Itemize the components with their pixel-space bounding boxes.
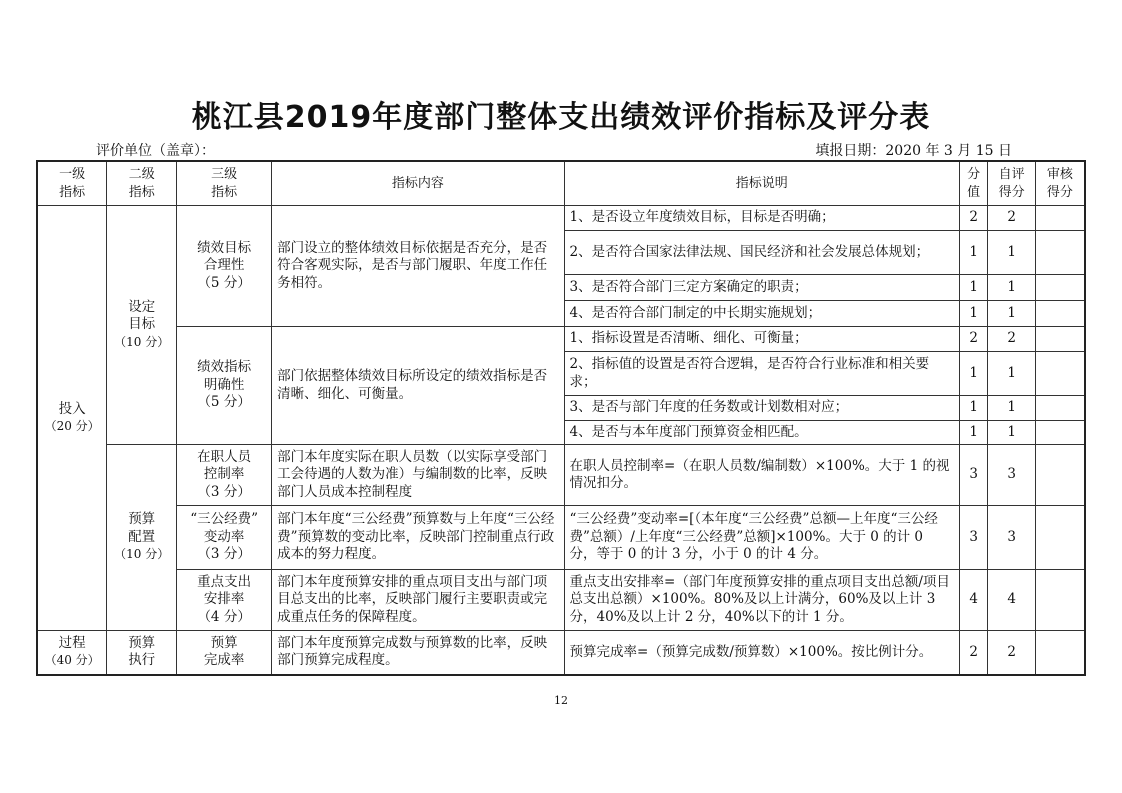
- row-description: 2、是否符合国家法律法规、国民经济和社会发展总体规划；: [564, 231, 960, 275]
- row-self-score: 2: [988, 631, 1036, 675]
- row-description: 1、是否设立年度绩效目标，目标是否明确；: [564, 206, 960, 231]
- header-description: 指标说明: [564, 161, 960, 206]
- level1-input-cell: 投入 （20 分）: [37, 206, 107, 631]
- table-row: [37, 327, 1085, 352]
- header-row: [37, 161, 1085, 206]
- row-description: 在职人员控制率=（在职人员数/编制数）×100%。大于 1 的视情况扣分。: [564, 445, 960, 506]
- row-audit-score: [1035, 352, 1085, 396]
- row-audit-score: [1035, 631, 1085, 675]
- row-score: 1: [960, 275, 988, 301]
- row-audit-score: [1035, 421, 1085, 445]
- row-description: 重点支出安排率=（部门年度预算安排的重点项目支出总额/项目总支出总额）×100%。80%及以上计满分，60%及以上计 3 分，40%及以上计 2 分，40%以下的计 1 分。: [564, 570, 960, 631]
- row-description: 1、指标设置是否清晰、细化、可衡量；: [564, 327, 960, 352]
- row-audit-score: [1035, 396, 1085, 421]
- indicator-clarity-content: 部门依据整体绩效目标所设定的绩效指标是否清晰、细化、可衡量。: [272, 327, 564, 445]
- row-score: 1: [960, 231, 988, 275]
- level3-budget-completion-cell: 预算 完成率: [177, 631, 272, 675]
- row-self-score: 1: [988, 352, 1036, 396]
- level2-target-cell: 设定 目标 （10 分）: [107, 206, 177, 445]
- level3-goal-rationality-cell: 绩效目标 合理性 （5 分）: [177, 206, 272, 327]
- table-row: [37, 570, 1085, 631]
- level2-budget-allocation-cell: 预算 配置 （10 分）: [107, 445, 177, 631]
- row-score: 3: [960, 506, 988, 570]
- row-self-score: 4: [988, 570, 1036, 631]
- row-audit-score: [1035, 301, 1085, 327]
- row-audit-score: [1035, 506, 1085, 570]
- table-row: [37, 206, 1085, 231]
- table-row: [37, 506, 1085, 570]
- row-audit-score: [1035, 231, 1085, 275]
- row-self-score: 1: [988, 421, 1036, 445]
- row-description: 2、指标值的设置是否符合逻辑，是否符合行业标准和相关要求；: [564, 352, 960, 396]
- row-description: 4、是否符合部门制定的中长期实施规划；: [564, 301, 960, 327]
- row-score: 3: [960, 445, 988, 506]
- row-self-score: 1: [988, 275, 1036, 301]
- level3-key-expenditure-cell: 重点支出 安排率 （4 分）: [177, 570, 272, 631]
- budget-completion-content: 部门本年度预算完成数与预算数的比率，反映部门预算完成程度。: [272, 631, 564, 675]
- row-description: 3、是否符合部门三定方案确定的职责；: [564, 275, 960, 301]
- header-self-score: 自评 得分: [988, 161, 1036, 206]
- header-level2: 二级 指标: [107, 161, 177, 206]
- table-row: [37, 445, 1085, 506]
- level2-budget-execution-cell: 预算 执行: [107, 631, 177, 675]
- row-self-score: 1: [988, 231, 1036, 275]
- row-score: 1: [960, 396, 988, 421]
- header-level3: 三级 指标: [177, 161, 272, 206]
- key-expenditure-content: 部门本年度预算安排的重点项目支出与部门项目总支出的比率，反映部门履行主要职责或完成重点任务的保障程度。: [272, 570, 564, 631]
- page-title: 桃江县2019年度部门整体支出绩效评价指标及评分表: [191, 100, 931, 135]
- row-audit-score: [1035, 275, 1085, 301]
- row-description: 预算完成率=（预算完成数/预算数）×100%。按比例计分。: [564, 631, 960, 675]
- row-description: 3、是否与部门年度的任务数或计划数相对应；: [564, 396, 960, 421]
- three-public-content: 部门本年度“三公经费”预算数与上年度“三公经费”预算数的变动比率，反映部门控制重点行政成本的努力程度。: [272, 506, 564, 570]
- row-self-score: 1: [988, 396, 1036, 421]
- header-level1: 一级 指标: [37, 161, 107, 206]
- row-self-score: 3: [988, 445, 1036, 506]
- row-audit-score: [1035, 445, 1085, 506]
- header-audit-score: 审核 得分: [1035, 161, 1085, 206]
- row-description: 4、是否与本年度部门预算资金相匹配。: [564, 421, 960, 445]
- row-score: 1: [960, 421, 988, 445]
- header-content: 指标内容: [272, 161, 564, 206]
- level1-process-cell: 过程 （40 分）: [37, 631, 107, 675]
- fill-date: 填报日期：2020 年 3 月 15 日: [815, 143, 1012, 159]
- level3-staff-control-cell: 在职人员 控制率 （3 分）: [177, 445, 272, 506]
- eval-unit-label: 评价单位（盖章）：: [96, 143, 215, 159]
- table-row: [37, 631, 1085, 675]
- row-audit-score: [1035, 570, 1085, 631]
- row-score: 2: [960, 327, 988, 352]
- row-score: 2: [960, 206, 988, 231]
- level3-indicator-clarity-cell: 绩效指标 明确性 （5 分）: [177, 327, 272, 445]
- row-score: 4: [960, 570, 988, 631]
- goal-rationality-content: 部门设立的整体绩效目标依据是否充分，是否符合客观实际，是否与部门履职、年度工作任务相符。: [272, 206, 564, 327]
- header-score: 分 值: [960, 161, 988, 206]
- row-audit-score: [1035, 327, 1085, 352]
- row-score: 2: [960, 631, 988, 675]
- page-number: 12: [554, 694, 568, 707]
- row-audit-score: [1035, 206, 1085, 231]
- row-description: “三公经费”变动率=[（本年度“三公经费”总额—上年度“三公经费”总额）/上年度“三公经费”总额]×100%。大于 0 的计 0 分，等于 0 的计 3 分，小于 0 的计 4 分。: [564, 506, 960, 570]
- row-self-score: 2: [988, 327, 1036, 352]
- row-self-score: 1: [988, 301, 1036, 327]
- level3-three-public-cell: “三公经费” 变动率 （3 分）: [177, 506, 272, 570]
- row-self-score: 2: [988, 206, 1036, 231]
- row-self-score: 3: [988, 506, 1036, 570]
- evaluation-table: [36, 160, 1086, 676]
- row-score: 1: [960, 301, 988, 327]
- row-score: 1: [960, 352, 988, 396]
- staff-control-content: 部门本年度实际在职人员数（以实际享受部门工会待遇的人数为准）与编制数的比率，反映部门人员成本控制程度: [272, 445, 564, 506]
